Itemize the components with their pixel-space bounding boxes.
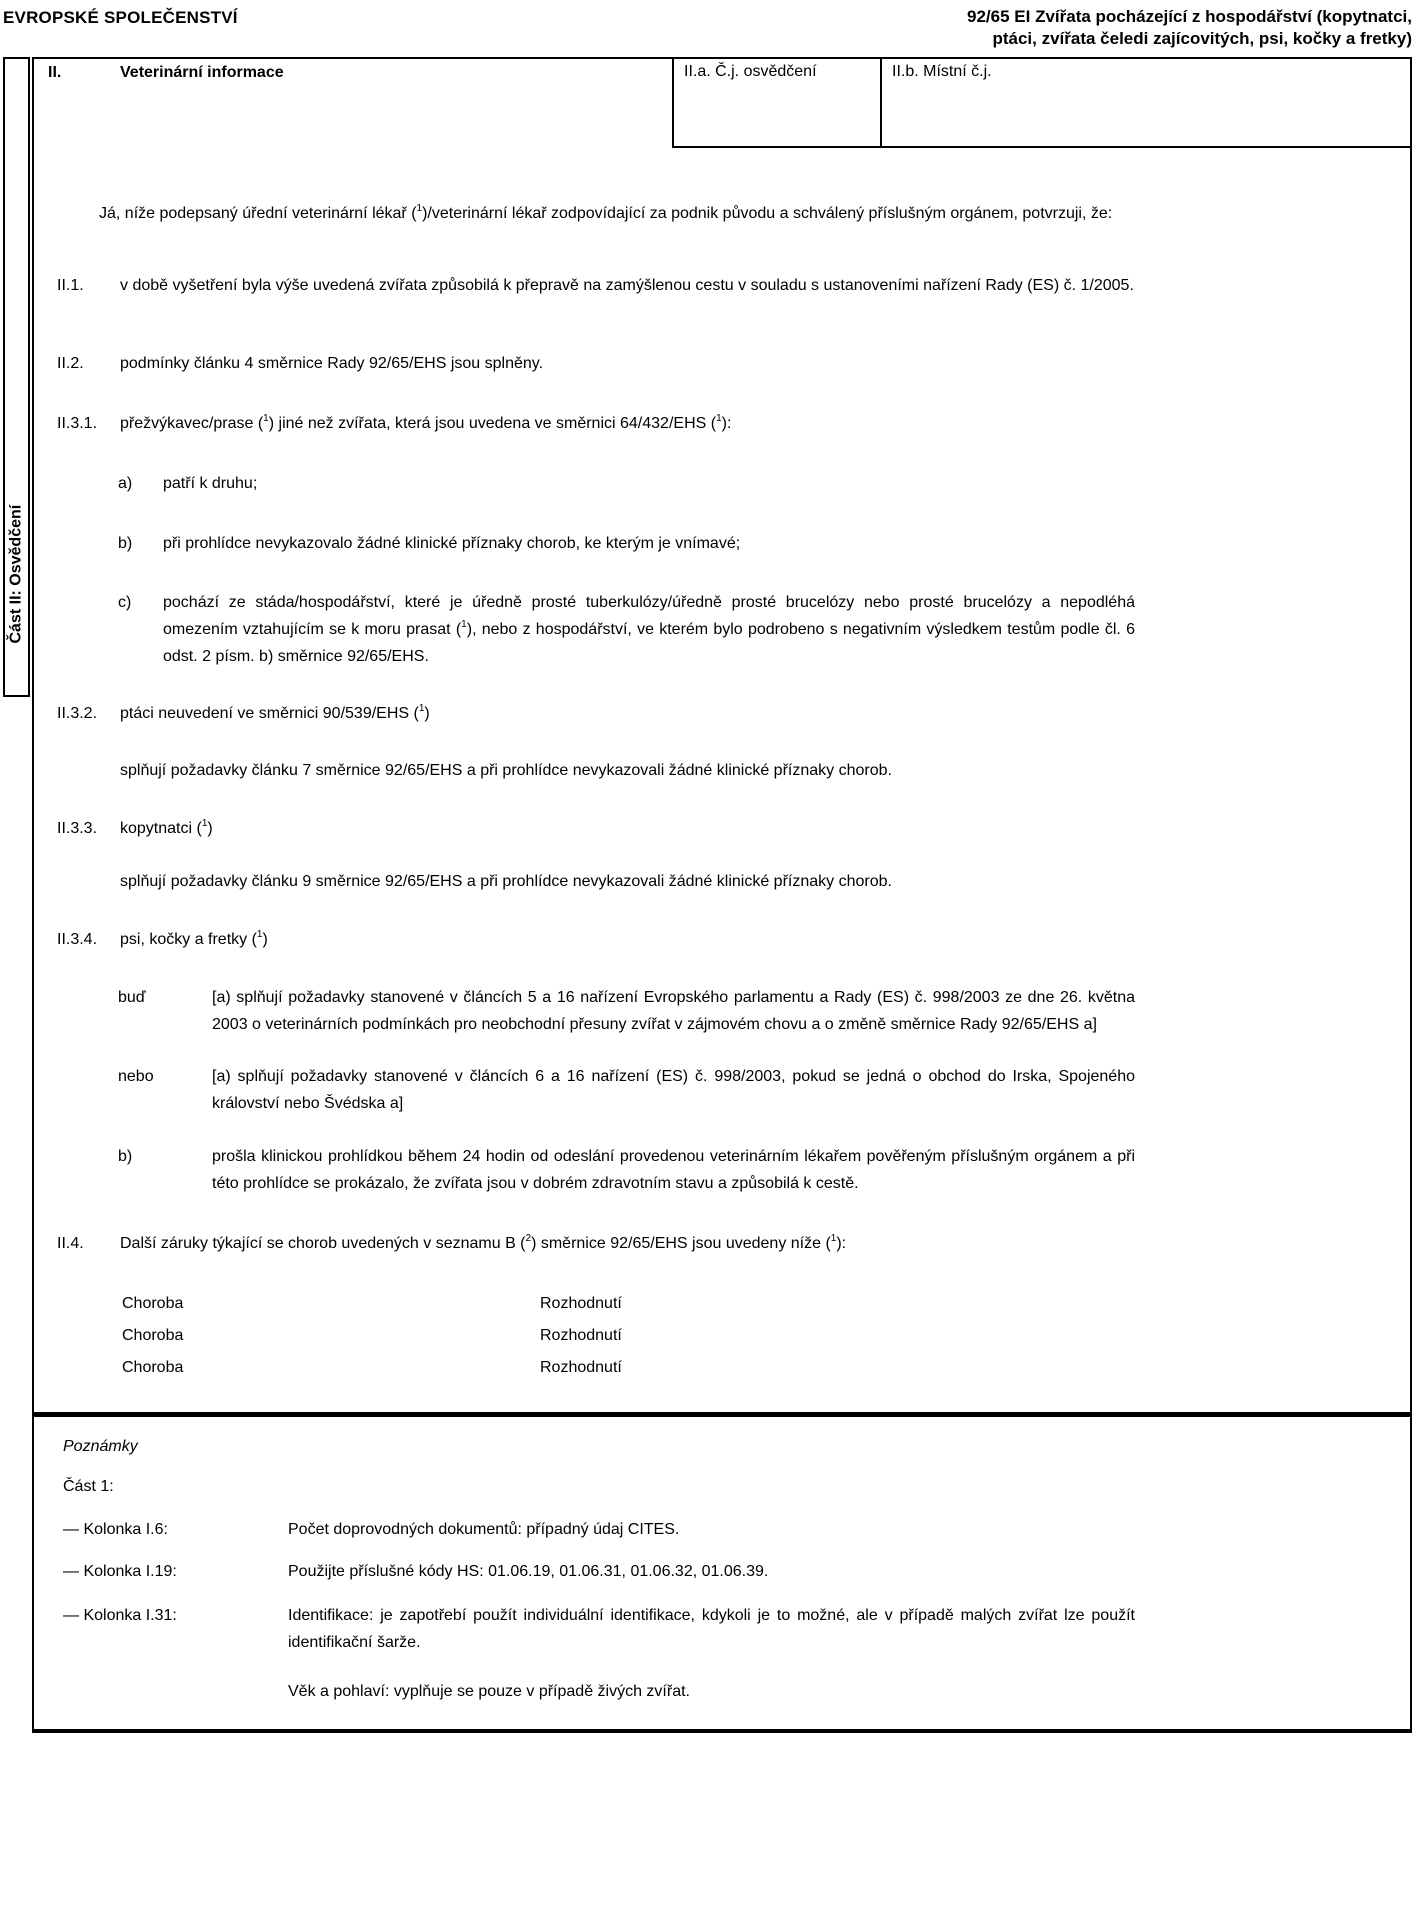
field-label-certificate-ref: II.a. Č.j. osvědčení	[684, 63, 817, 80]
field-label-local-ref: II.b. Místní č.j.	[892, 63, 992, 80]
certificate-box	[32, 57, 1412, 1412]
disease-row-label: Choroba	[122, 1295, 184, 1312]
item-ii34-number: II.3.4.	[57, 931, 98, 948]
item-ii4-text: Další záruky týkající se chorob uvedených v seznamu B ($^2$) směrnice 92/65/EHS jsou uvedeny níže ($^1$):	[120, 1232, 847, 1252]
item-ii2-text: podmínky článku 4 směrnice Rady 92/65/EHS jsou splněny.	[120, 355, 544, 372]
item-ii32-number: II.3.2.	[57, 705, 98, 722]
item-ii34-either-marker: buď	[118, 989, 146, 1006]
note-box-i6-text: Počet doprovodných dokumentů: případný údaj CITES.	[288, 1521, 680, 1538]
item-ii34-either-text: [a) splňují požadavky stanovené v článcích 5 a 16 nařízení Evropského parlamentu a Rady (ES) č. 998/2003 ze dne 26. května 2003 o veterinárních podmínkách pro neobchodní přesuny zvířat v zájmovém chovu a o změně směrnice Rady 92/65/EHS a]	[212, 989, 1135, 1033]
note-box-i19-label: — Kolonka I.19:	[63, 1563, 177, 1580]
item-ii31-a-text: patří k druhu;	[163, 475, 258, 492]
item-ii31-a-marker: a)	[118, 475, 133, 492]
item-ii34-or-text: [a) splňují požadavky stanovené v článcích 6 a 16 nařízení (ES) č. 998/2003, pokud se jedná o obchod do Irska, Spojeného království nebo Švédska a]	[212, 1068, 1135, 1112]
note-box-i19-text: Použijte příslušné kódy HS: 01.06.19, 01.06.31, 01.06.32, 01.06.39.	[288, 1563, 769, 1580]
item-ii4-number: II.4.	[57, 1235, 84, 1252]
item-ii1-number: II.1.	[57, 277, 84, 294]
item-ii33-paragraph: splňují požadavky článku 9 směrnice 92/65/EHS a při prohlídce nevykazovali žádné klinické příznaky chorob.	[120, 873, 892, 890]
item-ii1-text: v době vyšetření byla výše uvedená zvířata způsobilá k přepravě na zamýšlenou cestu v souladu s ustanoveními nařízení Rady (ES) č. 1/2005.	[120, 277, 1134, 294]
item-ii32-text: ptáci neuvedení ve směrnici 90/539/EHS ($^1$)	[120, 702, 430, 722]
intro-paragraph: Já, níže podepsaný úřední veterinární lékař ($^1$)/veterinární lékař zodpovídající za podnik původu a schválený příslušným orgánem, potvrzuji, že:	[99, 202, 1113, 222]
decision-row-label: Rozhodnutí	[540, 1359, 622, 1376]
disease-row-label: Choroba	[122, 1359, 184, 1376]
item-ii32-paragraph: splňují požadavky článku 7 směrnice 92/65/EHS a při prohlídce nevykazovali žádné klinické příznaky chorob.	[120, 762, 892, 779]
part-ii-sidebar	[3, 57, 30, 697]
document-title	[652, 6, 1412, 50]
item-ii34-b-marker: b)	[118, 1148, 133, 1165]
item-ii33-number: II.3.3.	[57, 820, 98, 837]
disease-row-label: Choroba	[122, 1327, 184, 1344]
item-ii31-text: přežvýkavec/prase ($^1$) jiné než zvířata, která jsou uvedena ve směrnici 64/432/EHS ($^1$):	[120, 412, 732, 432]
item-ii34-or-marker: nebo	[118, 1068, 154, 1085]
document-title-line1: 92/65 EI Zvířata pocházející z hospodářství (kopytnatci,	[967, 7, 1412, 26]
note-box-i6-label: — Kolonka I.6:	[63, 1521, 168, 1538]
decision-row-label: Rozhodnutí	[540, 1295, 622, 1312]
item-ii34-text: psi, kočky a fretky ($^1$)	[120, 928, 268, 948]
document-title-line2: ptáci, zvířata čeledi zajícovitých, psi, kočky a fretky)	[992, 29, 1412, 48]
note-box-i31-text: Identifikace: je zapotřebí použít individuální identifikace, kdykoli je to možné, ale v případě malých zvířat lze použít identifikační šarže.	[288, 1607, 1135, 1651]
item-ii31-b-marker: b)	[118, 535, 133, 552]
section-ii-number: II.	[48, 64, 62, 81]
item-ii31-number: II.3.1.	[57, 415, 98, 432]
decision-row-label: Rozhodnutí	[540, 1327, 622, 1344]
field-box-local-ref	[880, 57, 1412, 148]
header-community: EVROPSKÉ SPOLEČENSTVÍ	[3, 8, 238, 27]
item-ii31-c-marker: c)	[118, 594, 132, 611]
item-ii34-b-text: prošla klinickou prohlídkou během 24 hodin od odeslání provedenou veterinárním lékařem pověřeným příslušným orgánem a při této prohlídce se prokázalo, že zvířata jsou v dobrém zdravotním stavu a způsobilá k cestě.	[212, 1148, 1135, 1192]
note-box-i31-label: — Kolonka I.31:	[63, 1607, 177, 1624]
notes-title: Poznámky	[63, 1438, 138, 1455]
note-box-i31-text2: Věk a pohlaví: vyplňuje se pouze v případě živých zvířat.	[288, 1683, 690, 1700]
item-ii31-c-text: pochází ze stáda/hospodářství, které je úředně prosté tuberkulózy/úředně prosté brucelózy nebo prosté brucelózy a nepodléhá omezením vztahujícím se k moru prasat ($^1$), nebo z hospodářství, ve kterém bylo podrobeno s negativním výsledkem testům podle čl. 6 odst. 2 písm. b) směrnice 92/65/EHS.	[163, 594, 1135, 665]
notes-part-label: Část 1:	[63, 1478, 114, 1495]
field-box-certificate-ref	[672, 57, 880, 148]
item-ii31-b-text: při prohlídce nevykazovalo žádné klinické příznaky chorob, ke kterým je vnímavé;	[163, 535, 741, 552]
part-ii-sidebar-label: Část II: Osvědčení	[7, 504, 25, 644]
section-ii-title: Veterinární informace	[120, 64, 284, 81]
item-ii2-number: II.2.	[57, 355, 84, 372]
item-ii33-text: kopytnatci ($^1$)	[120, 817, 213, 837]
